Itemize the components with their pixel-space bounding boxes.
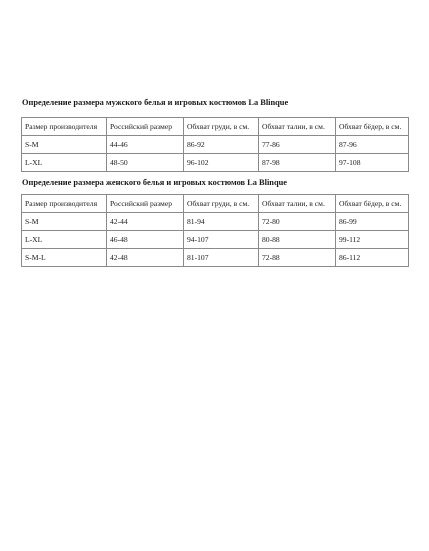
women-size-table [21,194,409,267]
men-size-table [21,117,409,172]
table-header-row [22,195,409,213]
header-manufacturer-size: Размер производителя [22,195,107,213]
header-hips: Обхват бёдер, в см. [336,118,409,136]
cell-waist: 77-86 [259,136,336,154]
cell-chest: 96-102 [184,154,259,172]
table-row [22,231,409,249]
header-chest: Обхват груди, в см. [184,195,259,213]
header-hips: Обхват бёдер, в см. [336,195,409,213]
cell-hips: 86-99 [336,213,409,231]
men-size-table-title: Определение размера мужского белья и игровых костюмов La Blinque [22,98,289,107]
table-row [22,136,409,154]
cell-russian-size: 44-46 [107,136,184,154]
table-header-row [22,118,409,136]
cell-chest: 94-107 [184,231,259,249]
header-russian-size: Российский размер [107,118,184,136]
cell-manufacturer-size: L-XL [22,231,107,249]
cell-hips: 99-112 [336,231,409,249]
cell-russian-size: 42-44 [107,213,184,231]
cell-waist: 80-88 [259,231,336,249]
cell-hips: 86-112 [336,249,409,267]
cell-manufacturer-size: L-XL [22,154,107,172]
cell-russian-size: 46-48 [107,231,184,249]
cell-hips: 97-108 [336,154,409,172]
cell-chest: 81-107 [184,249,259,267]
cell-hips: 87-96 [336,136,409,154]
cell-russian-size: 42-48 [107,249,184,267]
cell-chest: 86-92 [184,136,259,154]
cell-russian-size: 48-50 [107,154,184,172]
cell-manufacturer-size: S-M-L [22,249,107,267]
women-size-table-title: Определение размера женского белья и игровых костюмов La Blinque [22,178,287,187]
cell-waist: 87-98 [259,154,336,172]
header-russian-size: Российский размер [107,195,184,213]
cell-waist: 72-88 [259,249,336,267]
header-manufacturer-size: Размер производителя [22,118,107,136]
header-waist: Обхват талии, в см. [259,118,336,136]
table-row [22,249,409,267]
cell-manufacturer-size: S-M [22,213,107,231]
cell-chest: 81-94 [184,213,259,231]
header-chest: Обхват груди, в см. [184,118,259,136]
header-waist: Обхват талии, в см. [259,195,336,213]
table-row [22,213,409,231]
cell-manufacturer-size: S-M [22,136,107,154]
table-row [22,154,409,172]
cell-waist: 72-80 [259,213,336,231]
